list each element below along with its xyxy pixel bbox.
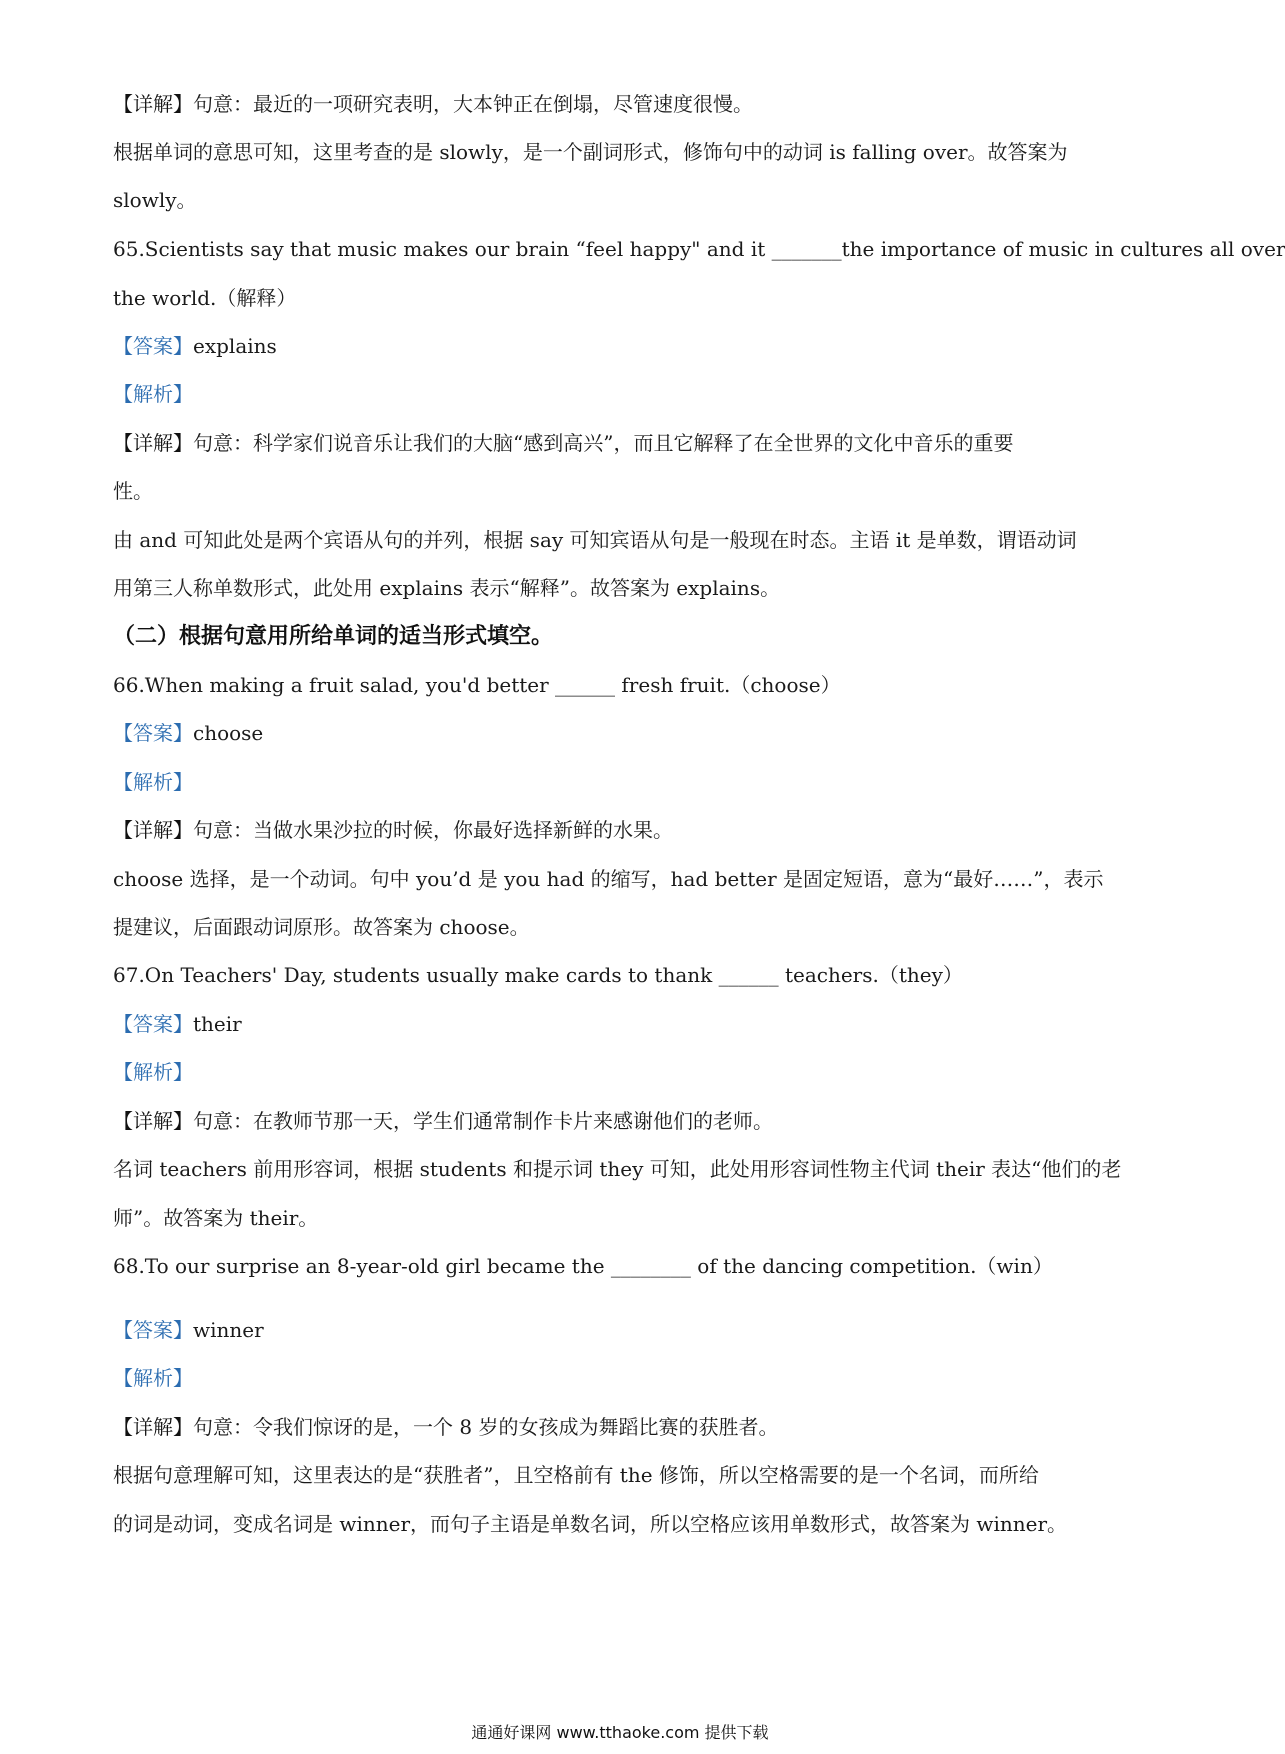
answer-label: 【答案】 (113, 334, 193, 358)
line-text: 句意：科学家们说音乐让我们的大脑“感到高兴”，而且它解释了在全世界的文化中音乐的重要 (193, 431, 1014, 455)
line-text: 性。 (113, 479, 153, 503)
detail-label: 【详解】 (113, 1415, 193, 1439)
text-line (113, 477, 1133, 505)
line-text: 由 and 可知此处是两个宾语从句的并列，根据 say 可知宾语从句是一般现在时态。主语 it 是单数，谓语动词 (113, 528, 1077, 552)
text-line (113, 1510, 1133, 1538)
line-text: 66.When making a fruit salad, you'd better ______ fresh fruit.（choose） (113, 673, 841, 697)
line-text: 用第三人称单数形式，此处用 explains 表示“解释”。故答案为 explains。 (113, 576, 781, 600)
line-text: their (193, 1012, 242, 1036)
text-line (113, 574, 1133, 602)
line-text: 65.Scientists say that music makes our brain “feel happy" and it _______the importance of music in cultures all over (113, 237, 1285, 261)
page-footer: 通通好课网 www.tthaoke.com 提供下载 (471, 1723, 769, 1742)
text-line (113, 380, 1133, 408)
line-text: 67.On Teachers' Day, students usually make cards to thank ______ teachers.（they） (113, 963, 963, 987)
text-line (113, 768, 1133, 796)
answer-label: 【答案】 (113, 1012, 193, 1036)
section-heading (113, 622, 1133, 650)
answer-label: 【解析】 (113, 770, 193, 794)
line-text: 的词是动词，变成名词是 winner，而句子主语是单数名词，所以空格应该用单数形式，故答案为 winner。 (113, 1512, 1068, 1536)
answer-label: 【解析】 (113, 1060, 193, 1084)
text-line (113, 429, 1133, 457)
answer-label: 【解析】 (113, 382, 193, 406)
text-line (113, 1010, 1133, 1038)
text-line (113, 138, 1133, 166)
line-text: 提建议，后面跟动词原形。故答案为 choose。 (113, 915, 530, 939)
text-line (113, 1155, 1133, 1183)
line-text: choose 选择，是一个动词。句中 you’d 是 you had 的缩写，had better 是固定短语，意为“最好……”，表示 (113, 867, 1104, 891)
line-text: 句意：最近的一项研究表明，大本钟正在倒塌，尽管速度很慢。 (193, 92, 753, 116)
answer-label: 【答案】 (113, 721, 193, 745)
text-line (113, 1413, 1133, 1441)
text-line (113, 284, 1133, 312)
text-line (113, 913, 1133, 941)
line-text: slowly。 (113, 188, 197, 212)
line-text: 师”。故答案为 their。 (113, 1206, 319, 1230)
detail-label: 【详解】 (113, 818, 193, 842)
text-line (113, 526, 1133, 554)
line-text: （二）根据句意用所给单词的适当形式填空。 (113, 623, 554, 649)
line-text: 句意：在教师节那一天，学生们通常制作卡片来感谢他们的老师。 (193, 1109, 773, 1133)
text-line (113, 1316, 1133, 1344)
text-line (113, 816, 1133, 844)
text-line (113, 1058, 1133, 1086)
text-line (113, 671, 1133, 699)
answer-label: 【答案】 (113, 1318, 193, 1342)
line-text: 根据句意理解可知，这里表达的是“获胜者”，且空格前有 the 修饰，所以空格需要的是一个名词，而所给 (113, 1463, 1039, 1487)
text-line (113, 1364, 1133, 1392)
detail-label: 【详解】 (113, 431, 193, 455)
line-text: winner (193, 1318, 264, 1342)
detail-label: 【详解】 (113, 92, 193, 116)
line-text: explains (193, 334, 277, 358)
text-line (113, 186, 1133, 214)
line-text: 68.To our surprise an 8-year-old girl became the ________ of the dancing competition.（win） (113, 1254, 1053, 1278)
text-line (113, 90, 1133, 118)
line-text: 名词 teachers 前用形容词，根据 students 和提示词 they 可知，此处用形容词性物主代词 their 表达“他们的老 (113, 1157, 1122, 1181)
line-text: the world.（解释） (113, 286, 297, 310)
text-line (113, 1204, 1133, 1232)
text-line (113, 719, 1133, 747)
text-line (113, 1461, 1133, 1489)
text-line (113, 1252, 1133, 1280)
answer-label: 【解析】 (113, 1366, 193, 1390)
text-line (113, 235, 1285, 263)
text-line (113, 961, 1133, 989)
line-text: 句意：令我们惊讶的是，一个 8 岁的女孩成为舞蹈比赛的获胜者。 (193, 1415, 779, 1439)
detail-label: 【详解】 (113, 1109, 193, 1133)
line-text: 句意：当做水果沙拉的时候，你最好选择新鲜的水果。 (193, 818, 673, 842)
line-text: choose (193, 721, 264, 745)
text-line (113, 332, 1133, 360)
text-line (113, 1107, 1133, 1135)
line-text: 根据单词的意思可知，这里考查的是 slowly，是一个副词形式，修饰句中的动词 is falling over。故答案为 (113, 140, 1068, 164)
text-line (113, 865, 1133, 893)
